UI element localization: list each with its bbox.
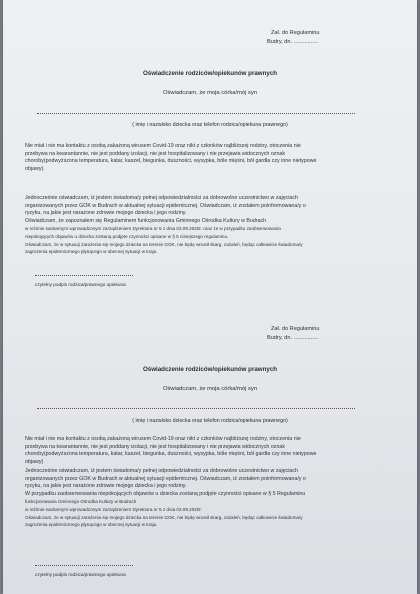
text-line: ryzyku, na jakie jest narażone zdrowie mojego dziecka i jego rodziny. [25, 483, 187, 490]
text-line: Nie miał i nie ma kontaktu z osobą zakażoną wirusem Covid-19 oraz nikt z członków najbliższej rodziny, otoczenia nie [25, 143, 301, 149]
text-line: Nie miał i nie ma kontaktu z osobą zakażoną wirusem Covid-19 oraz nikt z członków najbliższej rodziny, otoczenia nie [25, 436, 301, 442]
text-line: Oświadczam, że zapoznałem się Regulaminem funkcjonowania Gminnego Ośrodka Kultury w Budrach [25, 217, 267, 224]
paper-sheet [3, 0, 417, 594]
paragraph-contact [25, 436, 397, 466]
text-line: Oświadczam, że w sytuacji zarażenia się mojego dziecka na terenie GOK, nie będę wnosił skarg, zażaleń, będąc całkowicie świadoma/y [25, 241, 303, 247]
text-line: ryzyku, na jakie jest narażone zdrowie mojego dziecka i jego rodziny. [25, 210, 187, 217]
form-title: Oświadczenie rodziców/opiekunów prawnych [142, 70, 278, 77]
attachment-label: Zał. do Regulaminu [271, 30, 320, 36]
child-name-fill-line[interactable] [37, 113, 355, 114]
text-line: przebywa na kwarantannie, nie jest poddany izolacji, nie jest hospitalizowany i nie przejawia widocznych oznak [25, 443, 285, 450]
paragraph-responsibility [25, 195, 397, 256]
text-line: w reżimie sanitarnym wprowadzonym zarządzeniem Dyrektora nr 5 z dnia 03.09.2020r. [25, 506, 202, 512]
signature-caption: czytelny podpis rodzica/prawnego opiekuna [35, 572, 126, 577]
paragraph-responsibility [25, 468, 397, 529]
text-line: objawy) [25, 458, 44, 465]
text-line: choroby(podwyższona temperatura, katar, kaszel, biegunka, duszności, wysypka, bóle mięśni, ból gardła czy inne nietypowe [25, 158, 317, 165]
place-date-line: Budry, dn. ................ [267, 39, 319, 45]
child-name-fill-line[interactable] [37, 408, 355, 409]
text-line: funkcjonowania Gminnego Ośrodka Kultury w Budrach [25, 499, 137, 505]
text-line: choroby(podwyższona temperatura, katar, kaszel, biegunka, duszności, wysypka, bóle mięśni, ból gardła czy inne nietypowe [25, 451, 317, 458]
text-line: W przypadku zaobserwowania niepokojących objawów u dziecka zostaną podjęte czynności opisane w § 5 Regulaminu [25, 490, 306, 497]
text-line: organizowanych przez GOK w Budrach w aktualnej sytuacji epidemicznej. Oświadczam, iż zostałem poinformowana/y o [25, 475, 306, 482]
text-line: niepokojących objawów u dziecka zostaną podjęte czynności opisane w § 5 niniejszego regulaminu. [25, 233, 229, 239]
declaration-text: Oświadczam, że moja córka/mój syn [162, 90, 258, 96]
form-title: Oświadczenie rodziców/opiekunów prawnych [142, 366, 278, 373]
text-line: zagrożenia epidemicznego płynącego w obecnej sytuacji w kraju. [25, 249, 158, 255]
text-line: Oświadczam, że w sytuacji zarażenia się mojego dziecka na terenie GOK, nie będę wnosił skarg, zażaleń, będąc całkowicie świadoma/y [25, 514, 303, 520]
text-line: Jednocześnie oświadczam, iż jestem świadoma/y pełnej odpowiedzialności za dobrowolne uczestnictwo w zajęciach [25, 195, 298, 201]
signature-caption: czytelny podpis rodzica/prawnego opiekuna [35, 282, 126, 287]
signature-fill-line[interactable] [35, 275, 133, 276]
text-line: objawy). [25, 165, 45, 172]
text-line: Jednocześnie oświadczam, iż jestem świadoma/y pełnej odpowiedzialności za dobrowolne uczestnictwo w zajęciach [25, 468, 298, 474]
text-line: organizowanych przez GOK w Budrach w aktualnej sytuacji epidemicznej. Oświadczam, iż zostałem poinformowana/y o [25, 202, 306, 209]
attachment-label: Zał. do Regulaminu [271, 326, 320, 332]
paragraph-contact [25, 143, 397, 173]
text-line: zagrożenia epidemicznego płynącego w obecnej sytuacji w kraju. [25, 522, 158, 528]
declaration-text: Oświadczam, że moja córka/mój syn [162, 386, 258, 392]
text-line: przebywa na kwarantannie, nie jest poddany izolacji, nie jest hospitalizowany i nie przejawia widocznych oznak [25, 150, 285, 157]
fill-line-caption: ( imię i nazwisko dziecka oraz telefon rodzica/opiekuna prawnego) [132, 122, 288, 128]
signature-fill-line[interactable] [35, 565, 133, 566]
place-date-line: Budry, dn. ................ [267, 335, 319, 341]
text-line: w reżimie sanitarnym wprowadzonym zarządzeniem Dyrektora nr 5 z dnia 03.09.2020r. oraz że w przypadku zaobserwowania [25, 226, 281, 232]
fill-line-caption: ( imię i nazwisko dziecka oraz telefon rodzica/opiekuna prawnego) [132, 418, 288, 424]
